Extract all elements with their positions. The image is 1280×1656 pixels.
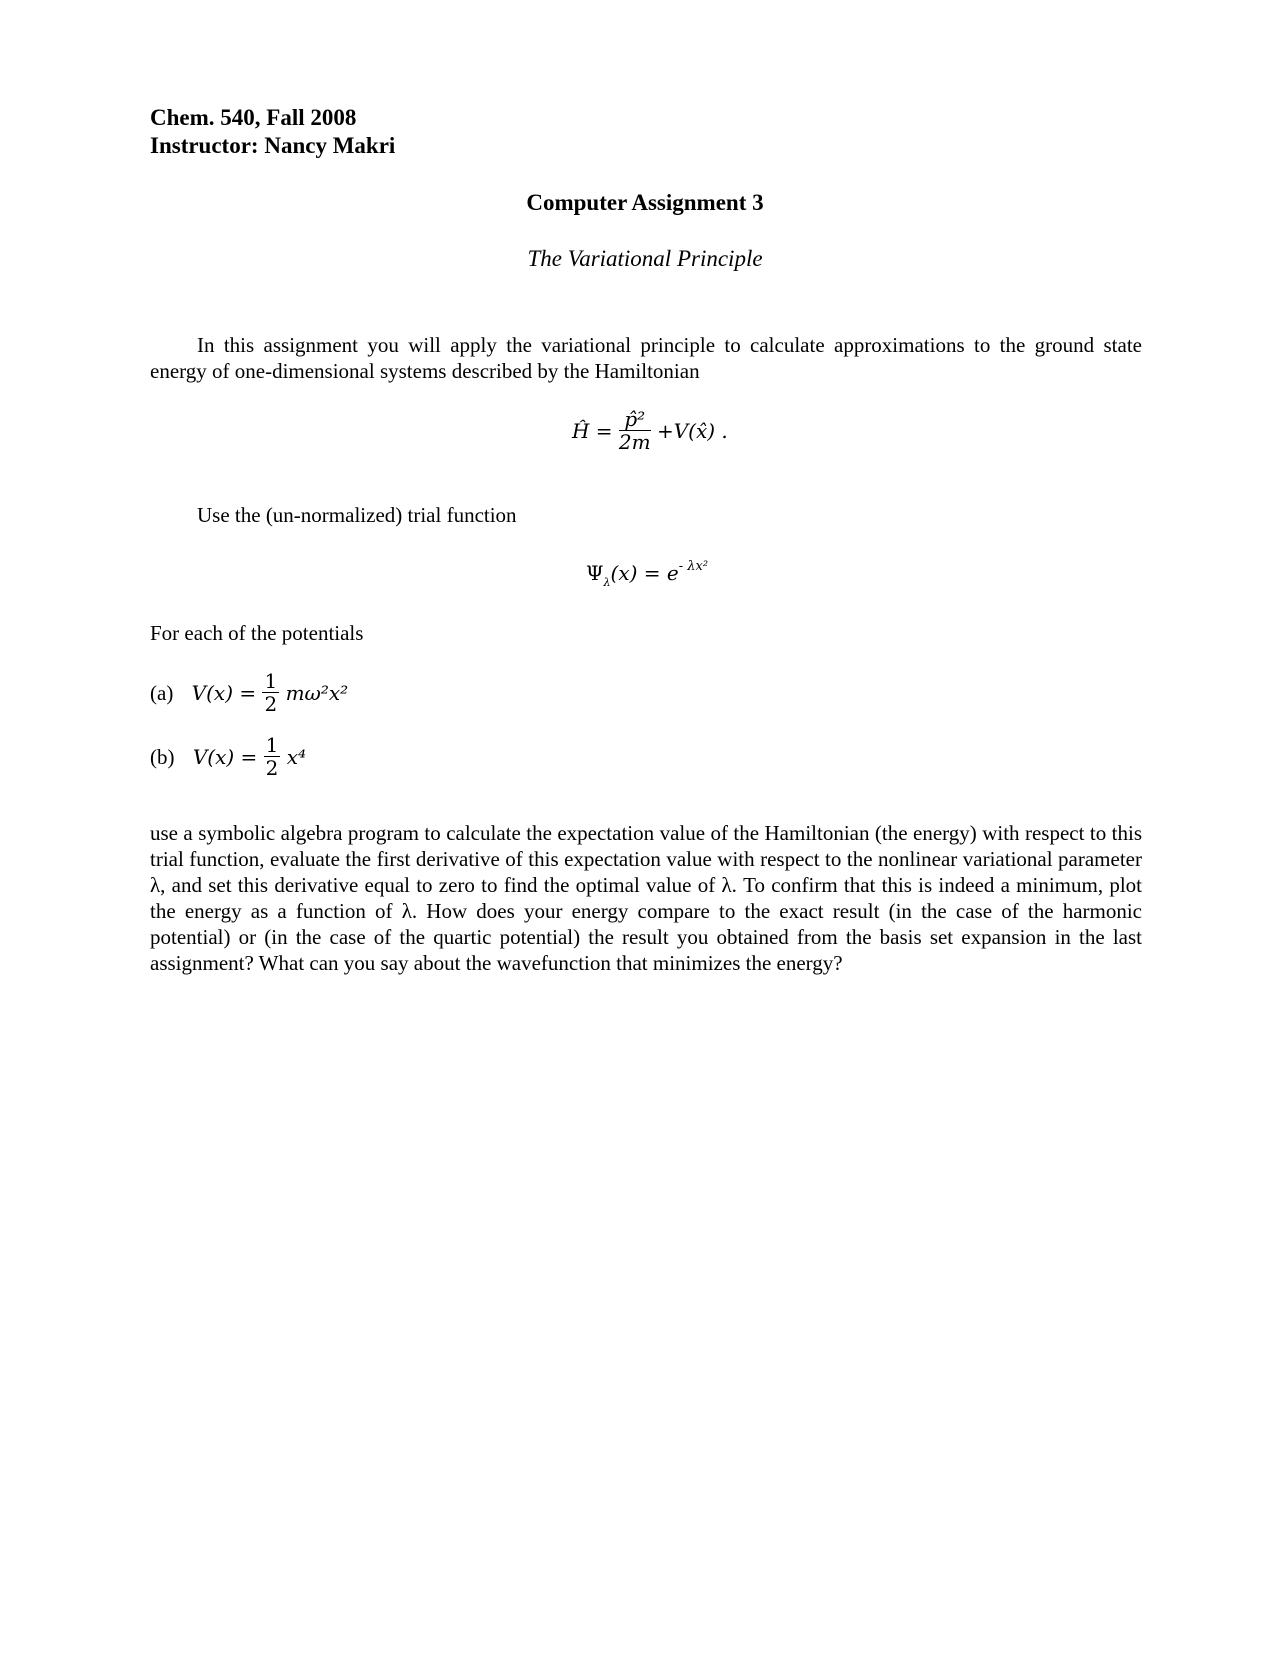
potential-a-lhs: V(x) = (191, 681, 257, 705)
hamiltonian-rhs: +V(x̂) . (656, 419, 728, 443)
course-header: Chem. 540, Fall 2008 (150, 105, 357, 130)
potential-b (150, 733, 307, 781)
instructions-paragraph: use a symbolic algebra program to calculate the expectation value of the Hamiltonian (the energy) with respect to this trial function, evaluate the first derivative of this expectation value with respect to the nonlinear variational parameter λ, and set this derivative equal to zero to find the optimal value of λ. To confirm that this is indeed a minimum, plot the energy as a function of λ. How does your energy compare to the exact result (in the case of the harmonic potential) or (in the case of the quartic potential) the result you obtained from the basis set expansion in the last assignment? What can you say about the wavefunction that minimizes the energy? (150, 821, 1142, 975)
psi-symbol: Ψ (586, 561, 604, 585)
potential-a-numerator: 1 (264, 669, 278, 693)
potential-b-fraction (264, 734, 281, 779)
intro-paragraph: In this assignment you will apply the variational principle to calculate approximations to the ground state energy of one-dimensional systems described by the Hamiltonian (150, 333, 1142, 383)
potential-b-numerator: 1 (265, 733, 279, 757)
trial-function-intro: Use the (un-normalized) trial function (197, 503, 517, 527)
hamiltonian-numerator: p̂² (619, 408, 651, 431)
instructor-header: Instructor: Nancy Makri (150, 133, 396, 158)
psi-middle: (x) = e (610, 561, 679, 585)
potential-b-rhs: x⁴ (286, 745, 307, 769)
assignment-title: Computer Assignment 3 (526, 190, 764, 215)
hamiltonian-denominator: 2m (618, 430, 651, 454)
potential-a-fraction (262, 670, 279, 715)
potential-a (150, 669, 349, 717)
potential-a-rhs: mω²x² (285, 681, 349, 705)
potential-a-label: (a) (150, 681, 174, 705)
psi-exponent: - λx² (678, 559, 709, 574)
hamiltonian-equation (572, 407, 728, 455)
potentials-intro: For each of the potentials (150, 621, 364, 645)
hamiltonian-lhs: Ĥ = (572, 419, 613, 443)
potential-b-denominator: 2 (265, 756, 279, 780)
potential-b-label: (b) (150, 745, 175, 769)
potential-b-lhs: V(x) = (192, 745, 258, 769)
psi-subscript: λ (603, 576, 611, 589)
hamiltonian-fraction (619, 408, 651, 453)
assignment-subtitle: The Variational Principle (527, 246, 763, 271)
potential-a-denominator: 2 (264, 692, 278, 716)
trial-function-equation (586, 560, 708, 590)
